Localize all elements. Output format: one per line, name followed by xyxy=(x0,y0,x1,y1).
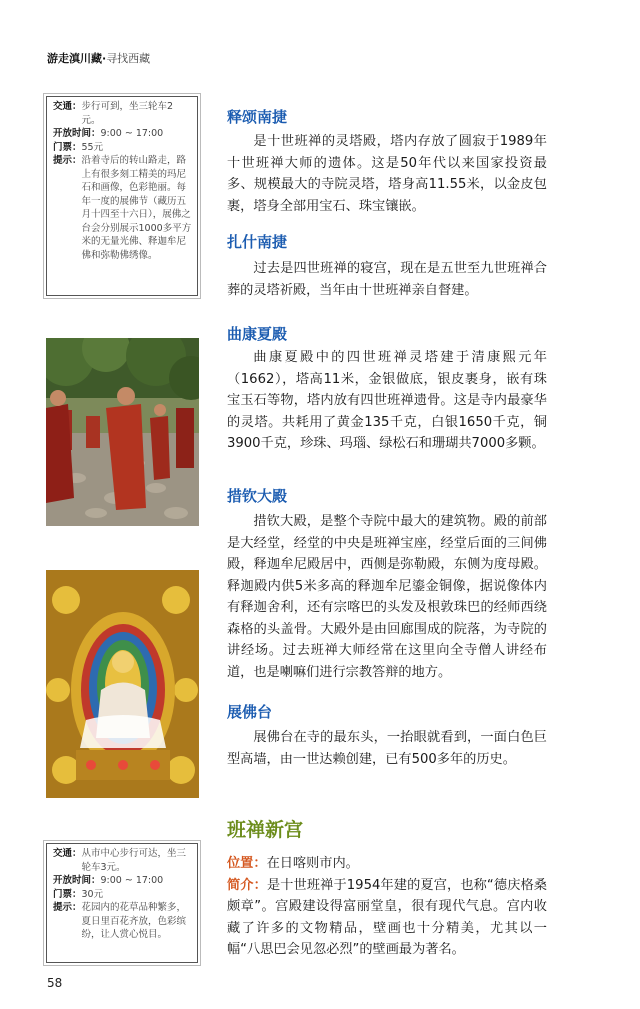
info-value: 9:00 ~ 17:00 xyxy=(100,128,164,139)
section-text-shisong-nanjie: 是十世班禅的灵塔殿，塔内存放了圆寂于1989年十世班禅大师的遗体。这是50年代以来国家投资最多、规模最大的寺院灵塔，塔身高11.55米，以金皮包裹，塔身全部用宝石、珠宝镶嵌。 xyxy=(227,134,547,214)
info-value: 花园内的花草品种繁多，夏日里百花齐放，色彩缤纷，让人赏心悦目。 xyxy=(81,902,187,940)
location-value: 在日喀则市内。 xyxy=(266,856,359,871)
info-key: 开放时间： xyxy=(53,875,101,886)
info-row-tip xyxy=(53,901,192,942)
section-title-qukang-xiadian: 曲康夏殿 xyxy=(227,325,288,343)
section-title-zhashi-nanjie: 扎什南捷 xyxy=(227,233,288,251)
info-value: 9:00 ~ 17:00 xyxy=(100,875,164,886)
photo-golden-buddha xyxy=(46,570,199,798)
section-title-shisong-nanjie: 释颂南捷 xyxy=(227,108,288,126)
info-key: 开放时间： xyxy=(53,128,101,139)
info-row-tip xyxy=(53,154,192,262)
info-key: 提示： xyxy=(53,155,82,166)
heading-new-palace: 班禅新宫 xyxy=(227,819,304,841)
section-text-cuoqin-dadian: 措钦大殿，是整个寺院中最大的建筑物。殿的前部是大经堂，经堂的中央是班禅宝座，经堂后面的三间佛殿，释迦牟尼殿居中，西侧是弥勒殿，东侧为度母殿。释迦殿内供5米多高的释迦牟尼鎏金铜像，据说像体内有释迦舍利，还有宗喀巴的头发及根敦珠巴的经师西绕森格的头盖骨。大殿外是由回廊围成的院落，为寺院的讲经场。过去班禅大师经常在这里向全寺僧人讲经布道，也是喇嘛们进行宗教答辩的地方。 xyxy=(227,514,547,680)
info-box-new-palace xyxy=(46,843,198,963)
info-row-hours xyxy=(53,874,192,888)
info-value: 从市中心步行可达，坐三轮车3元。 xyxy=(81,848,187,873)
new-palace-text xyxy=(227,853,547,961)
info-row-ticket xyxy=(53,888,192,902)
header-subtitle: 寻找西藏 xyxy=(106,52,151,65)
section-text-zhashi-nanjie: 过去是四世班禅的寝宫，现在是五世至九世班禅合葬的灵塔祈殿，当年由十世班禅亲自督建。 xyxy=(227,261,547,298)
info-value: 沿着寺后的转山路走，路上有很多刻工精美的玛尼石和画像，色彩艳丽。每年一度的展佛节（藏历五月十四至十六日），展佛之台会分别展示1000多平方米的无量光佛、释迦牟尼佛和弥勒佛绣像。 xyxy=(81,155,192,261)
section-text-zhanfotai: 展佛台在寺的最东头，一抬眼就看到，一面白色巨型高墙，由一世达赖创建，已有500多年的历史。 xyxy=(227,730,547,767)
info-value: 55元 xyxy=(81,141,104,153)
info-key: 交通： xyxy=(53,101,82,112)
page-number: 58 xyxy=(47,976,63,990)
new-palace-intro xyxy=(227,875,547,961)
intro-label: 简介： xyxy=(227,877,267,893)
location-label: 位置： xyxy=(227,856,267,871)
info-key: 门票： xyxy=(53,141,82,153)
info-row-transport xyxy=(53,847,192,874)
info-row-transport xyxy=(53,100,192,127)
info-key: 门票： xyxy=(53,888,82,900)
info-key: 交通： xyxy=(53,848,82,859)
section-title-zhanfotai: 展佛台 xyxy=(227,703,273,721)
section-text-qukang-xiadian: 曲康夏殿中的四世班禅灵塔建于清康熙元年（1662），塔高11米，金银做底，银皮裹身，嵌有珠宝玉石等物，塔内放有四世班禅遗骨。这是寺内最豪华的灵塔。共耗用了黄金135千克，白银1650千克，铜3900千克，珍珠、玛瑙、绿松石和珊瑚共7000多颗。 xyxy=(227,350,547,451)
header-separator: · xyxy=(102,52,107,65)
info-row-ticket xyxy=(53,141,192,155)
running-header xyxy=(47,50,150,66)
photo-monks-debating xyxy=(46,338,199,526)
info-row-hours xyxy=(53,127,192,141)
new-palace-location xyxy=(227,853,547,875)
info-key: 提示： xyxy=(53,902,82,913)
info-value: 步行可到，坐三轮车2元。 xyxy=(81,101,174,126)
intro-value: 是十世班禅于1954年建的夏宫，也称“德庆格桑颇章”。宫殿建设得富丽堂皇，很有现代气息。宫内收藏了许多的文物精品，壁画也十分精美，尤其以一幅“八思巴会见忽必烈”的壁画最为著名。 xyxy=(227,877,547,957)
header-title: 游走滇川藏 xyxy=(47,52,102,65)
info-value: 30元 xyxy=(81,888,104,900)
info-box-tashilhunpo xyxy=(46,96,198,296)
section-title-cuoqin-dadian: 措钦大殿 xyxy=(227,487,288,505)
